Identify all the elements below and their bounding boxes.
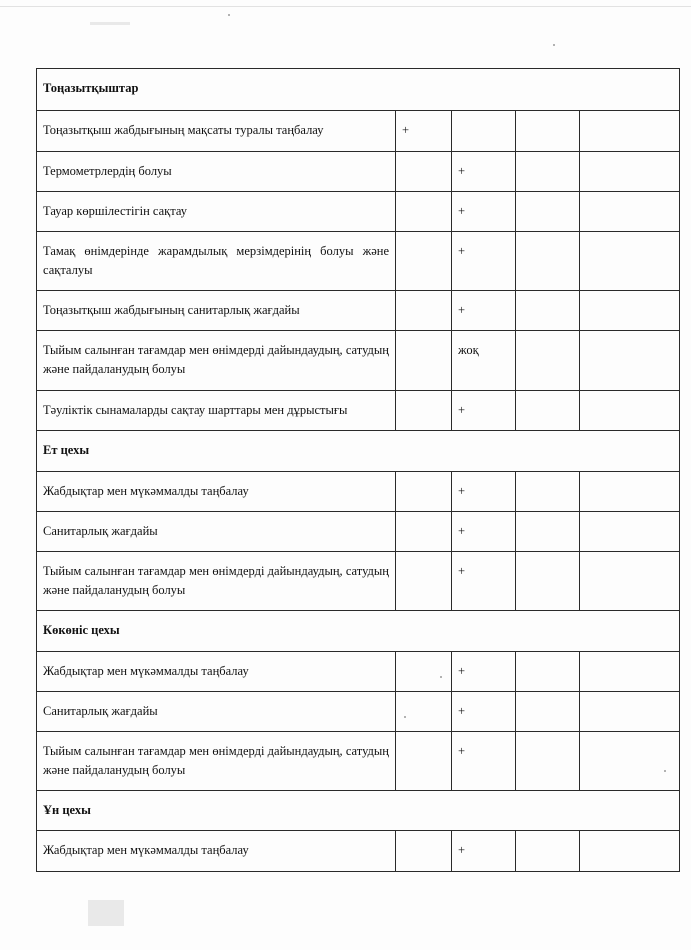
checklist-row [37,331,680,391]
requirement-text: Жабдықтар мен мүкәммалды таңбалау [37,472,396,512]
checklist-row [37,512,680,552]
assessment-mark-3 [516,552,580,611]
section-heading: Тоңазытқыштар [37,69,680,111]
assessment-mark-3 [516,512,580,552]
assessment-mark-1 [396,831,452,872]
assessment-mark-3 [516,111,580,152]
inspection-checklist-table [36,68,680,872]
scan-smudge [90,22,130,25]
assessment-mark-4 [580,512,680,552]
requirement-text: Жабдықтар мен мүкәммалды таңбалау [37,652,396,692]
checklist-row [37,192,680,232]
assessment-mark-4 [580,152,680,192]
assessment-mark-1 [396,692,452,732]
assessment-mark-3 [516,391,580,431]
assessment-mark-2: + [452,152,516,192]
requirement-text: Тамақ өнімдерінде жарамдылық мерзімдерінің болуы және сақталуы [37,232,396,291]
assessment-mark-1 [396,232,452,291]
assessment-mark-1 [396,512,452,552]
section-heading: Ұн цехы [37,791,680,831]
requirement-text: Тоңазытқыш жабдығының мақсаты туралы таңбалау [37,111,396,152]
scan-smudge [88,900,124,926]
section-row [37,791,680,831]
assessment-mark-1: + [396,111,452,152]
assessment-mark-2 [452,111,516,152]
checklist-row [37,472,680,512]
assessment-mark-2: + [452,192,516,232]
assessment-mark-2: жоқ [452,331,516,391]
assessment-mark-4 [580,232,680,291]
assessment-mark-4 [580,192,680,232]
assessment-mark-3 [516,652,580,692]
section-row [37,611,680,652]
assessment-mark-1 [396,291,452,331]
scan-speck [440,676,442,678]
assessment-mark-1 [396,552,452,611]
assessment-mark-2: + [452,232,516,291]
assessment-mark-3 [516,692,580,732]
assessment-mark-2: + [452,291,516,331]
scan-speck [664,770,666,772]
requirement-text: Тауар көршілестігін сақтау [37,192,396,232]
assessment-mark-4 [580,391,680,431]
section-heading: Көкөніс цехы [37,611,680,652]
checklist-row [37,652,680,692]
checklist-row [37,552,680,611]
assessment-mark-3 [516,831,580,872]
scan-speck [404,716,406,718]
assessment-mark-1 [396,152,452,192]
requirement-text: Тыйым салынған тағамдар мен өнімдерді дайындаудың, сатудың және пайдаланудың болуы [37,732,396,791]
section-row [37,431,680,472]
requirement-text: Термометрлердің болуы [37,152,396,192]
checklist-row [37,152,680,192]
assessment-mark-4 [580,291,680,331]
assessment-mark-1 [396,652,452,692]
assessment-mark-4 [580,111,680,152]
requirement-text: Жабдықтар мен мүкәммалды таңбалау [37,831,396,872]
assessment-mark-4 [580,692,680,732]
assessment-mark-4 [580,331,680,391]
requirement-text: Санитарлық жағдайы [37,692,396,732]
assessment-mark-2: + [452,831,516,872]
assessment-mark-1 [396,472,452,512]
scan-speck [228,14,230,16]
assessment-mark-2: + [452,391,516,431]
assessment-mark-3 [516,732,580,791]
assessment-mark-2: + [452,732,516,791]
checklist-row [37,831,680,872]
assessment-mark-3 [516,291,580,331]
assessment-mark-4 [580,552,680,611]
scan-speck [553,44,555,46]
assessment-mark-1 [396,732,452,791]
checklist-row [37,692,680,732]
checklist-row [37,732,680,791]
assessment-mark-2: + [452,512,516,552]
requirement-text: Тыйым салынған тағамдар мен өнімдерді дайындаудың, сатудың және пайдаланудың болуы [37,552,396,611]
checklist-row [37,111,680,152]
assessment-mark-4 [580,732,680,791]
assessment-mark-4 [580,472,680,512]
assessment-mark-3 [516,331,580,391]
checklist-row [37,291,680,331]
section-heading: Ет цехы [37,431,680,472]
assessment-mark-3 [516,192,580,232]
assessment-mark-2: + [452,692,516,732]
scan-edge-line [0,6,691,7]
requirement-text: Тоңазытқыш жабдығының санитарлық жағдайы [37,291,396,331]
assessment-mark-3 [516,232,580,291]
requirement-text: Тыйым салынған тағамдар мен өнімдерді дайындаудың, сатудың және пайдаланудың болуы [37,331,396,391]
section-row [37,69,680,111]
assessment-mark-1 [396,192,452,232]
requirement-text: Санитарлық жағдайы [37,512,396,552]
assessment-mark-2: + [452,472,516,512]
assessment-mark-4 [580,652,680,692]
assessment-mark-1 [396,331,452,391]
checklist-body [37,69,680,872]
checklist-row [37,232,680,291]
requirement-text: Тәуліктік сынамаларды сақтау шарттары мен дұрыстығы [37,391,396,431]
assessment-mark-4 [580,831,680,872]
assessment-mark-3 [516,472,580,512]
assessment-mark-2: + [452,552,516,611]
checklist-row [37,391,680,431]
assessment-mark-1 [396,391,452,431]
assessment-mark-2: + [452,652,516,692]
assessment-mark-3 [516,152,580,192]
